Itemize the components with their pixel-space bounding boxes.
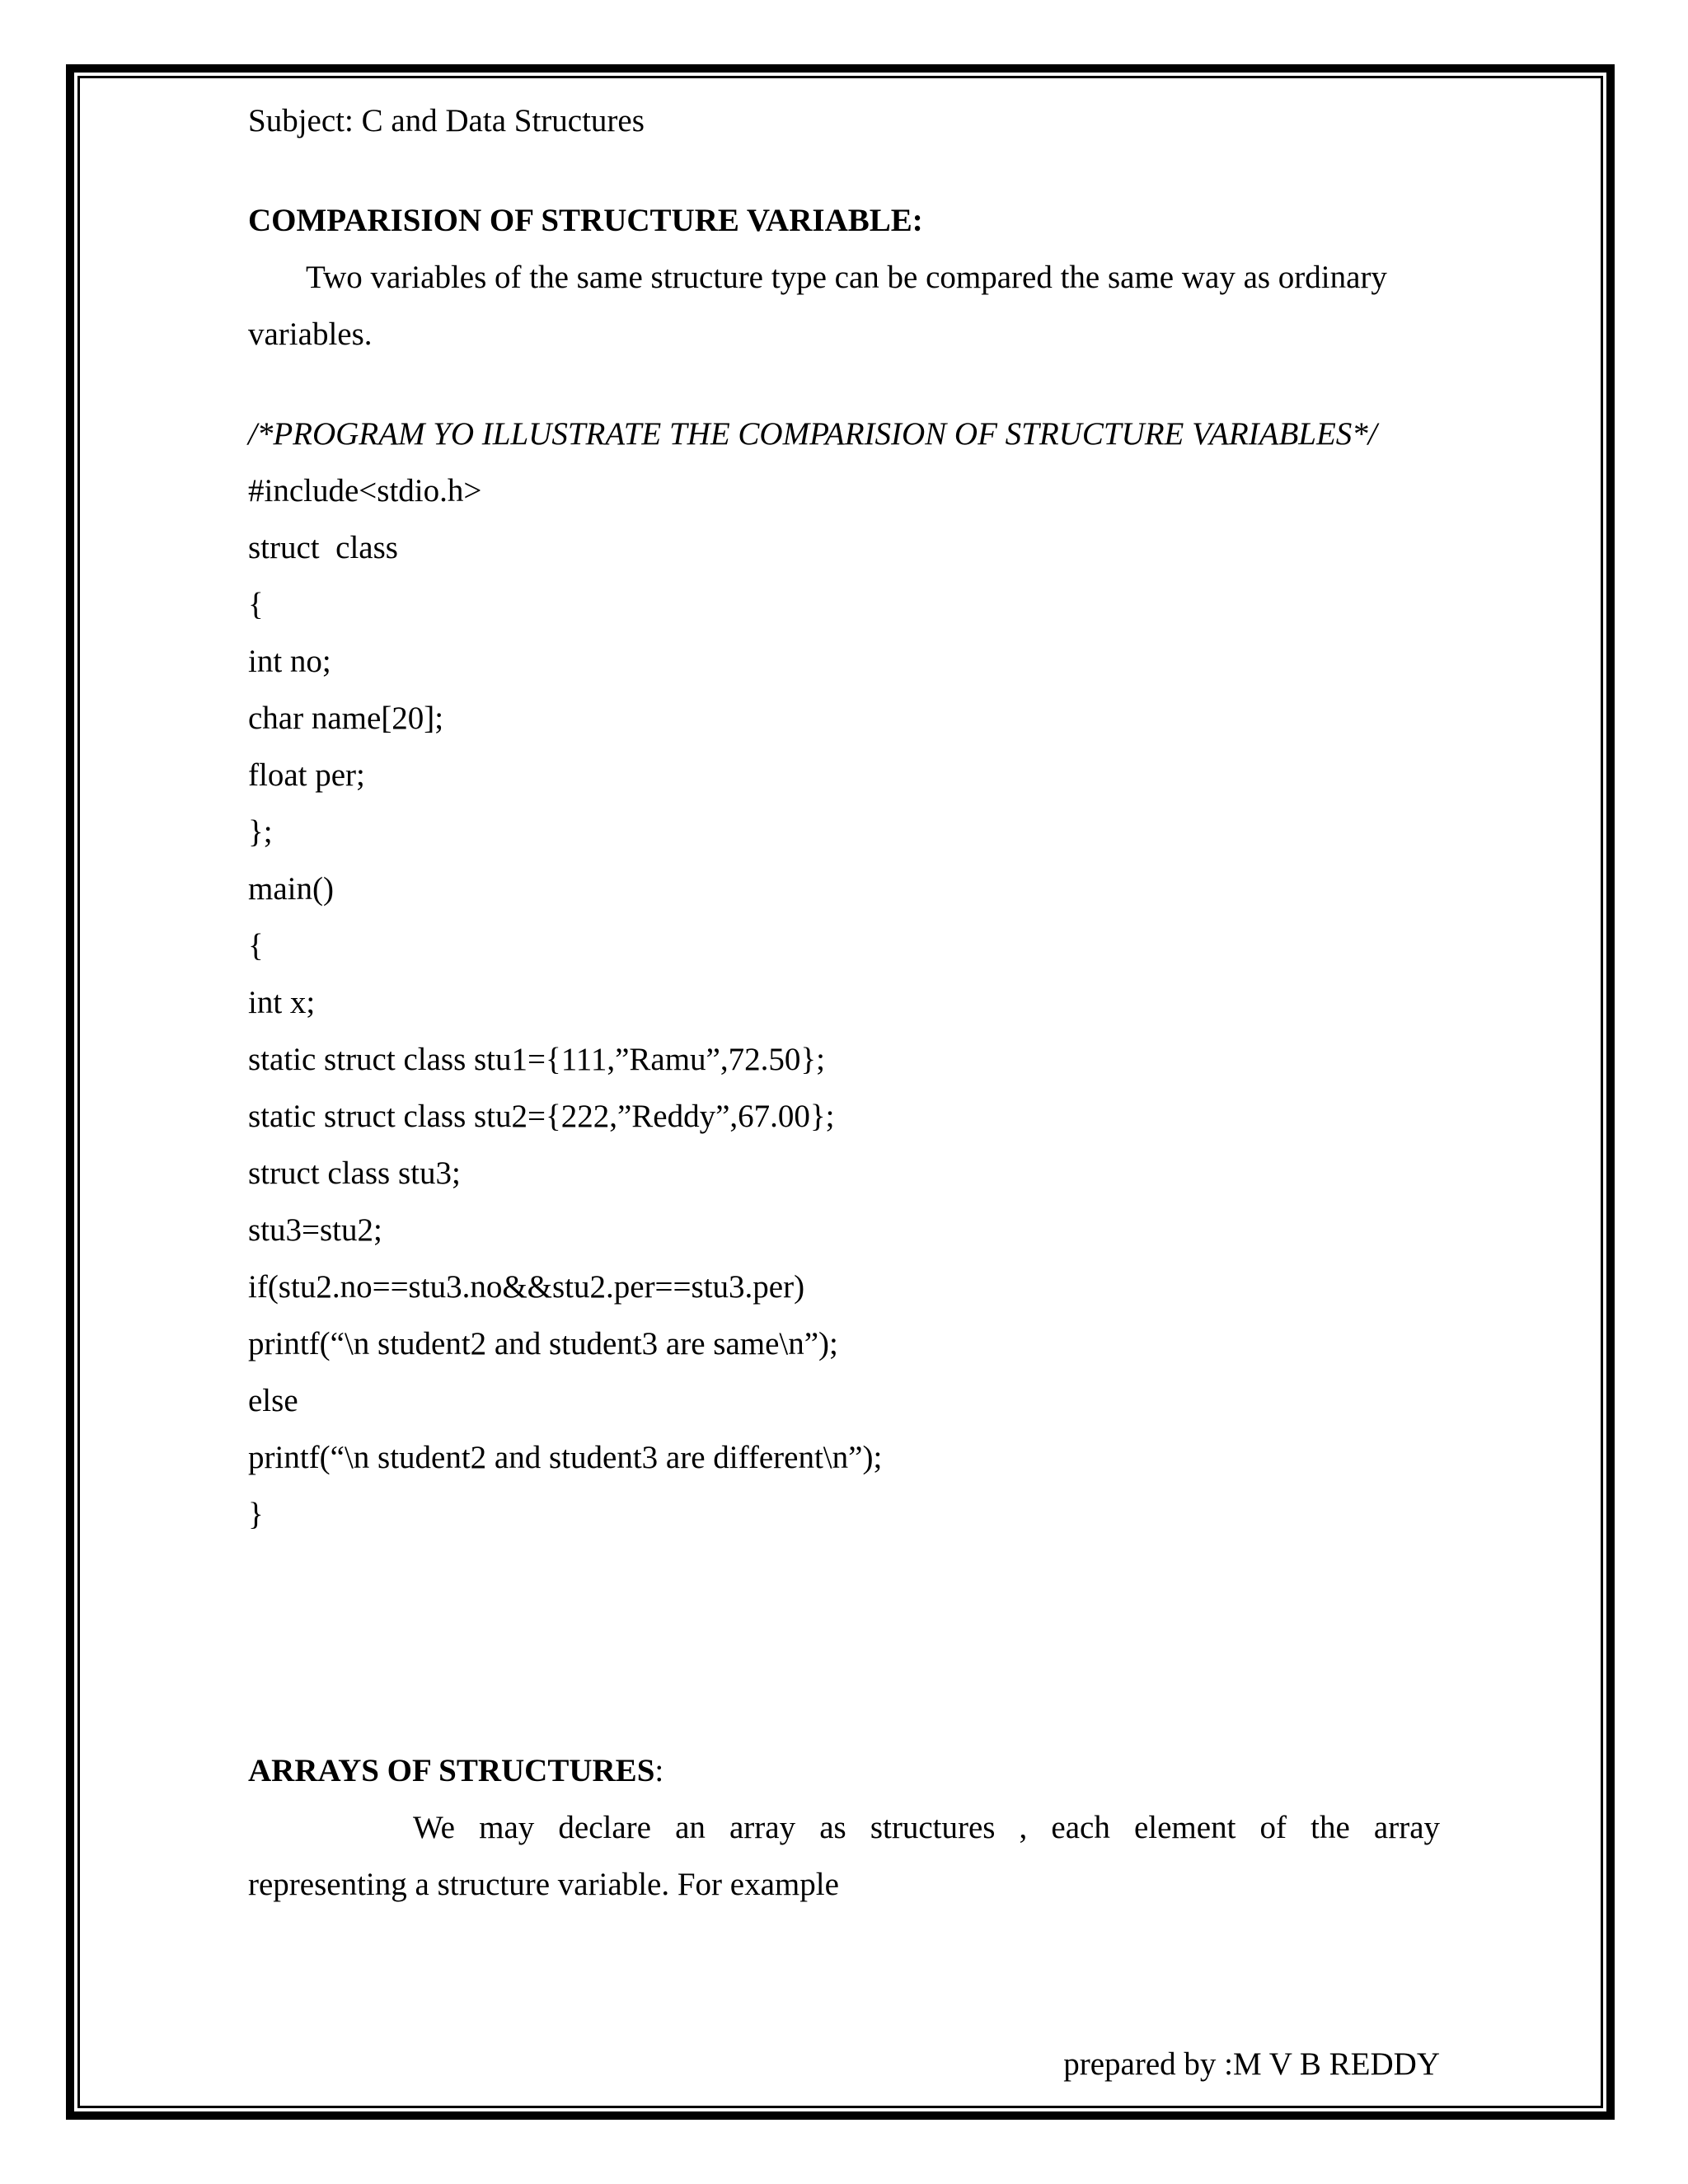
paragraph-line-1: Two variables of the same structure type can be compared the same way as ordinary [306, 260, 1387, 295]
code-block [248, 462, 1440, 1543]
page-content [248, 92, 1440, 1913]
code-line: static struct class stu1={111,”Ramu”,72.50}; [248, 1042, 825, 1077]
section-paragraph-arrays [248, 1799, 1440, 1913]
code-line: stu3=stu2; [248, 1212, 382, 1248]
footer-prepared-by: prepared by :M V B REDDY [1063, 2046, 1440, 2082]
section-paragraph-comparision [248, 249, 1440, 363]
code-line: int no; [248, 644, 331, 679]
code-line: char name[20]; [248, 701, 444, 736]
code-line: printf(“\n student2 and student3 are same\n”); [248, 1326, 838, 1361]
code-line: else [248, 1383, 298, 1418]
section-heading-comparision: COMPARISION OF STRUCTURE VARIABLE: [248, 203, 923, 238]
code-line: { [248, 587, 264, 622]
paragraph-line-2: variables. [248, 316, 373, 352]
code-line: { [248, 928, 264, 963]
code-line: #include<stdio.h> [248, 473, 482, 509]
code-line: int x; [248, 985, 316, 1020]
paragraph-line-2: representing a structure variable. For example [248, 1867, 839, 1902]
code-line: struct class [248, 530, 398, 565]
code-line: struct class stu3; [248, 1155, 461, 1191]
code-line: float per; [248, 757, 365, 793]
code-line: main() [248, 871, 334, 907]
code-line: } [248, 1497, 264, 1532]
program-comment: /*PROGRAM YO ILLUSTRATE THE COMPARISION OF STRUCTURE VARIABLES*/ [248, 416, 1377, 452]
section-heading-arrays [248, 1742, 1440, 1799]
code-line: }; [248, 814, 273, 850]
code-line: if(stu2.no==stu3.no&&stu2.per==stu3.per) [248, 1269, 805, 1305]
code-line: static struct class stu2={222,”Reddy”,67.00}; [248, 1099, 835, 1134]
subject-line: Subject: C and Data Structures [248, 103, 645, 138]
section-heading-arrays-text: ARRAYS OF STRUCTURES [248, 1753, 655, 1788]
code-line: printf(“\n student2 and student3 are different\n”); [248, 1440, 883, 1475]
section-heading-arrays-colon: : [654, 1753, 664, 1788]
paragraph-line-1: We may declare an array as structures , each element of the array [413, 1810, 1440, 1845]
